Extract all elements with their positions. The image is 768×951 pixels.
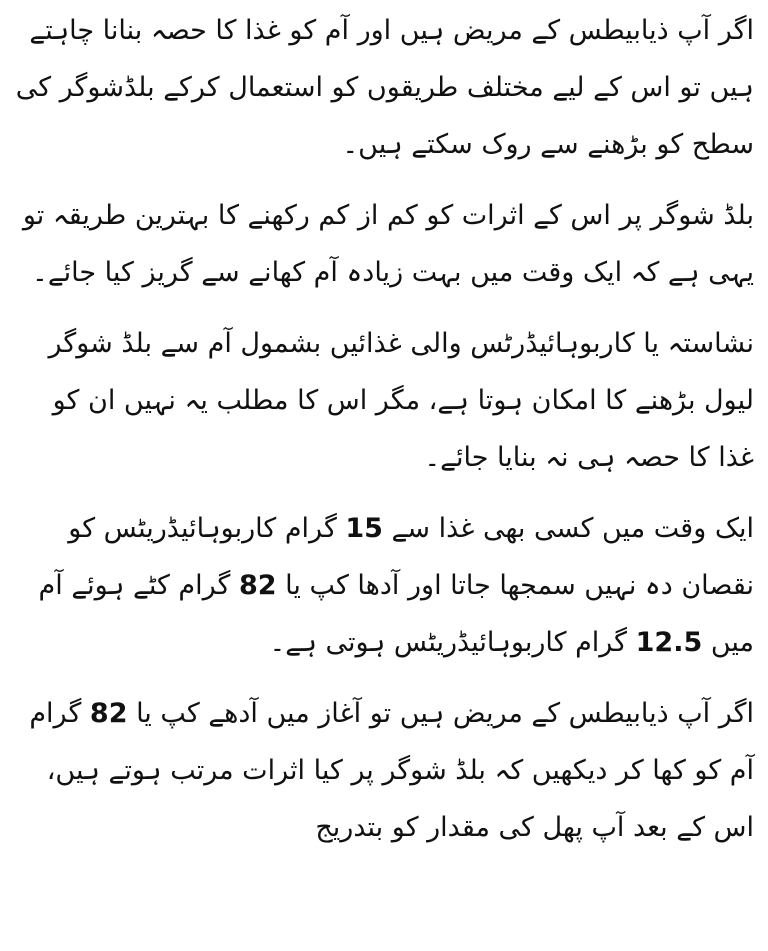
paragraph-5-text-b: گرام آم کو کھا کر دیکھیں کہ بلڈ شوگر پر کیا اثرات مرتب ہوتے ہیں، اس کے بعد آپ پھل کی مقدار کو بتدریج <box>29 698 754 843</box>
carb-amount-12-5: 12.5 <box>635 627 703 658</box>
mango-grams-82-second: 82 <box>89 698 128 729</box>
paragraph-1: اگر آپ ذیابیطس کے مریض ہیں اور آم کو غذا کا حصہ بنانا چاہتے ہیں تو اس کے لیے مختلف طریقوں کو استعمال کرکے بلڈشوگر کی سطح کو بڑھنے سے روک سکتے ہیں۔ <box>15 15 754 160</box>
paragraph-2: بلڈ شوگر پر اس کے اثرات کو کم از کم رکھنے کا بہترین طریقہ تو یہی ہے کہ ایک وقت میں بہت زیادہ آم کھانے سے گریز کیا جائے۔ <box>22 200 754 288</box>
paragraph-4-text-c: گرام کٹے ہوئے آم میں <box>38 570 754 658</box>
paragraph-4-text-d: گرام کاربوہائیڈریٹس ہوتی ہے۔ <box>269 627 636 658</box>
paragraph-5-text-a: اگر آپ ذیابیطس کے مریض ہیں تو آغاز میں آدھے کپ یا <box>127 698 754 729</box>
paragraph-4-text-a: ایک وقت میں کسی بھی غذا سے <box>382 513 754 544</box>
carb-amount-15: 15 <box>345 513 383 544</box>
paragraph-4 <box>14 500 754 671</box>
mango-grams-82: 82 <box>238 570 277 601</box>
paragraph-4-text-b: گرام کاربوہائیڈریٹس کو نقصان دہ نہیں سمجھا جاتا اور آدھا کپ یا <box>68 513 754 601</box>
paragraph-5 <box>14 685 754 856</box>
paragraph-3: نشاستہ یا کاربوہائیڈرٹس والی غذائیں بشمول آم سے بلڈ شوگر لیول بڑھنے کا امکان ہوتا ہے، مگر اس کا مطلب یہ نہیں ان کو غذا کا حصہ ہی نہ بنایا جائے۔ <box>48 328 754 473</box>
